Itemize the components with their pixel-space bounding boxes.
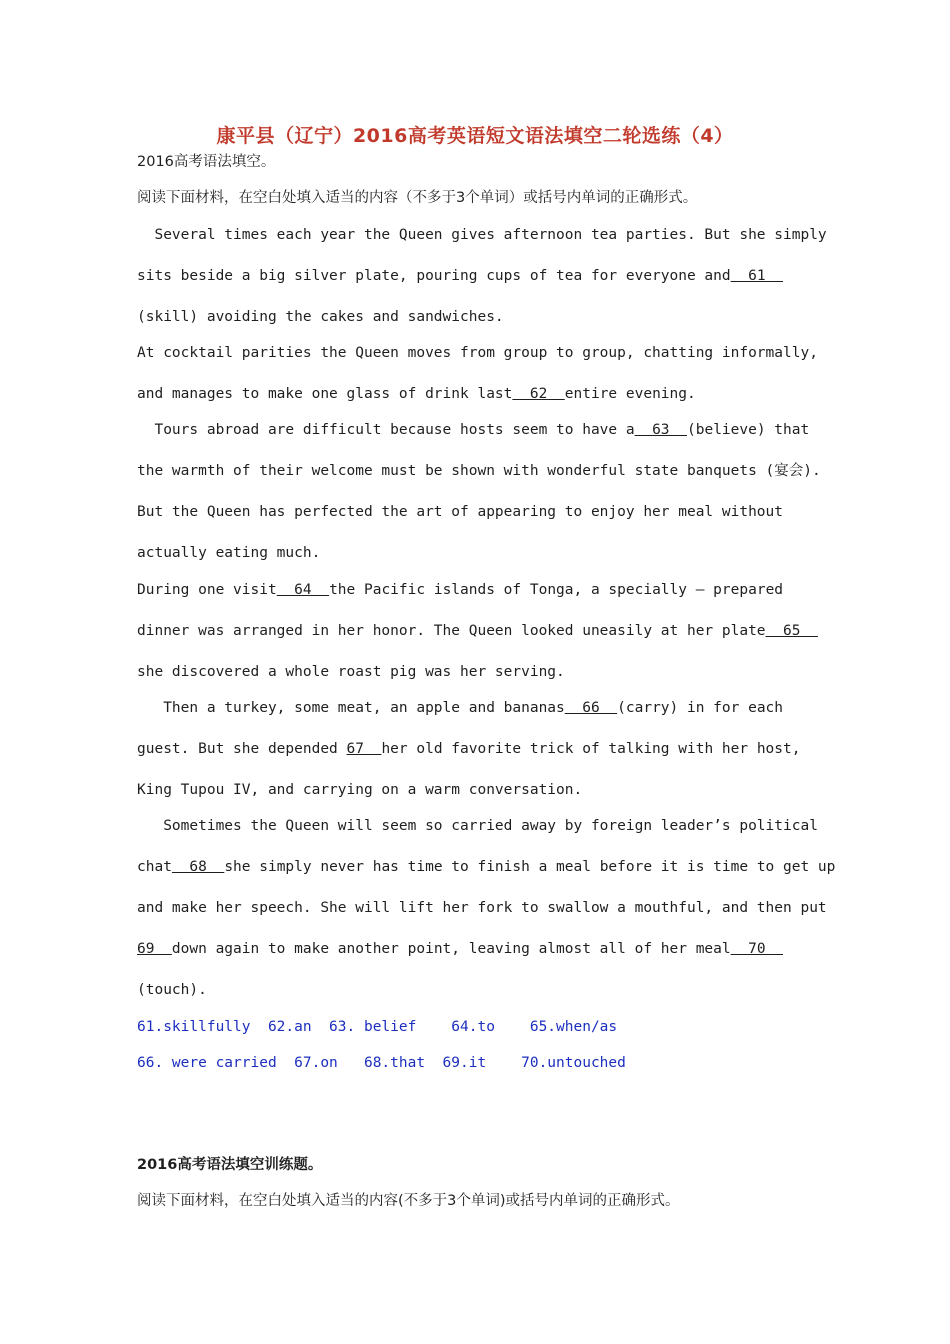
blank-70: 70 [730,941,784,957]
passage-text: entire evening. [564,386,696,402]
blank-61: 61 [730,268,784,284]
passage-line: she discovered a whole roast pig was her serving. [137,664,565,680]
passage-line: Sometimes the Queen will seem so carried away by foreign leader’s political [137,818,818,834]
passage-line: and make her speech. She will lift her fork to swallow a mouthful, and then put [137,900,827,916]
blank-62: 62 [512,386,565,402]
passage-line [137,266,783,286]
passage-line: (touch). [137,982,207,998]
passage-text: she simply never has time to finish a meal before it is time to get up [224,859,836,875]
passage-line [137,739,800,759]
document-title: 康平县（辽宁）2016高考英语短文语法填空二轮选练（4） [216,125,734,147]
passage-line: the warmth of their welcome must be shown with wonderful state banquets (宴会). [137,463,821,479]
passage-text: sits beside a big silver plate, pouring cups of tea for everyone and [137,268,731,284]
blank-68: 68 [171,859,225,875]
blank-63: 63 [634,422,687,438]
passage-text: Tours abroad are difficult because hosts seem to have a [137,422,635,438]
passage-line [137,857,835,877]
passage-text: guest. But she depended [137,741,347,757]
passage-text: dinner was arranged in her honor. The Queen looked uneasily at her plate [137,623,766,639]
blank-66: 66 [564,700,618,716]
answer-key-line: 61.skillfully 62.an 63. belief 64.to 65.when/as [137,1019,618,1035]
passage-line: actually eating much. [137,545,321,561]
section2-heading: 2016高考语法填空训练题。 [137,1157,323,1173]
passage-text: the Pacific islands of Tonga, a specially – prepared [329,582,784,598]
passage-text: (believe) that [687,422,810,438]
passage-text: (carry) in for each [617,700,784,716]
passage-text: her old favorite trick of talking with her host, [381,741,801,757]
blank-64: 64 [276,582,330,598]
passage-text: chat [137,859,172,875]
section2-instruction: 阅读下面材料，在空白处填入适当的内容(不多于3个单词)或括号内单词的正确形式。 [137,1193,680,1209]
blank-65: 65 [765,623,818,639]
passage-text: down again to make another point, leaving almost all of her meal [171,941,731,957]
passage-line: But the Queen has perfected the art of appearing to enjoy her meal without [137,504,784,520]
passage-line [137,580,783,600]
blank-69: 69 [137,941,172,957]
passage-line: King Tupou IV, and carrying on a warm conversation. [137,782,583,798]
passage-line [137,939,783,959]
passage-line [137,698,783,718]
section1-instruction: 阅读下面材料，在空白处填入适当的内容（不多于3个单词）或括号内单词的正确形式。 [137,190,698,206]
passage-line: (skill) avoiding the cakes and sandwiches. [137,309,504,325]
passage-text: During one visit [137,582,277,598]
passage-line [137,621,818,641]
passage-line [137,384,696,404]
passage-text: Then a turkey, some meat, an apple and bananas [137,700,565,716]
passage-line [137,420,809,440]
passage-line: Several times each year the Queen gives afternoon tea parties. But she simply [137,227,827,243]
section1-heading: 2016高考语法填空。 [137,154,276,170]
blank-67: 67 [346,741,382,757]
passage-line: At cocktail parities the Queen moves from group to group, chatting informally, [137,345,818,361]
answer-key-line: 66. were carried 67.on 68.that 69.it 70.untouched [137,1055,626,1071]
passage-text: and manages to make one glass of drink last [137,386,513,402]
